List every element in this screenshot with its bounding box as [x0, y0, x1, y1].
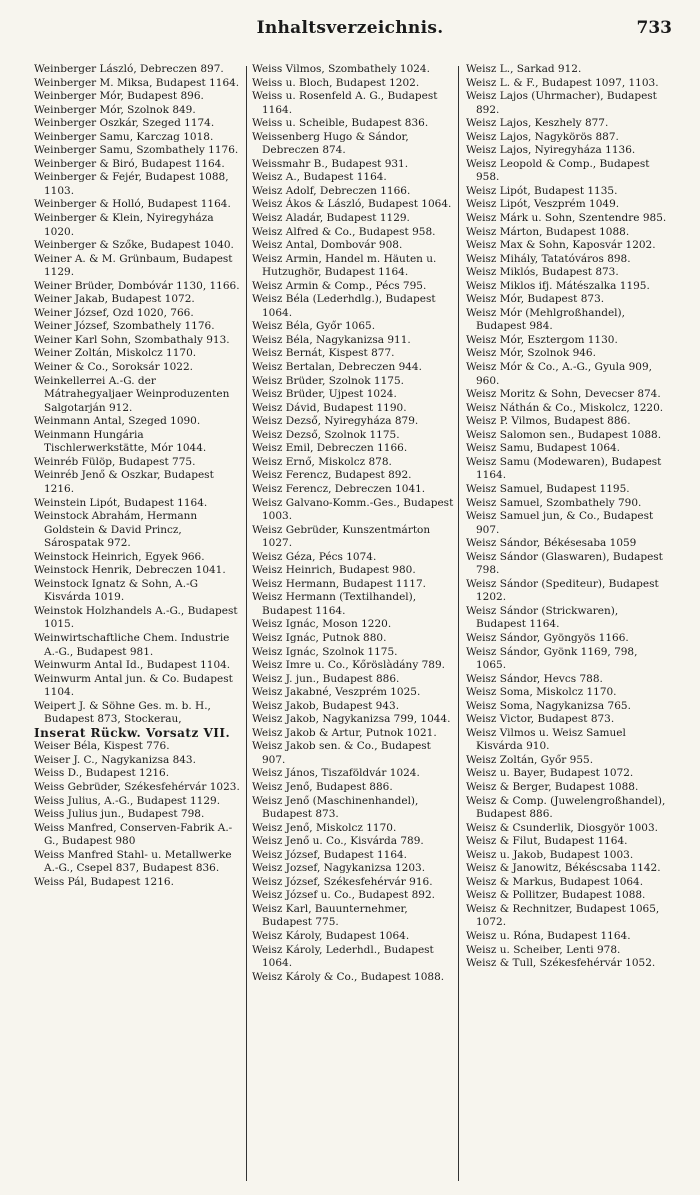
- index-entry: Weisz u. Bayer, Budapest 1072.: [466, 767, 634, 780]
- index-column-2: [252, 63, 454, 984]
- index-entry: Weiss Gebrüder, Székesfehérvár 1023.: [34, 780, 240, 793]
- index-entry: Weisz Armin, Handel m. Häuten u. Hutzughör, Budapest 1164.: [252, 252, 437, 279]
- index-entry: Weisz Károly & Co., Budapest 1088.: [252, 970, 445, 983]
- index-entry: Weinberger Samu, Szombathely 1176.: [34, 144, 239, 157]
- index-entry: Weisz Ignác, Putnok 880.: [252, 631, 387, 644]
- index-entry: Weisz Imre u. Co., Kőröslàdány 789.: [252, 659, 445, 672]
- index-entry: Weisz Lajos (Uhrmacher), Budapest 892.: [466, 90, 657, 116]
- index-entry: Weisz József, Székesfehérvár 916.: [252, 875, 433, 888]
- index-entry: Weinstock Ignatz & Sohn, A.-G Kisvárda 1019.: [34, 577, 199, 604]
- index-entry: Weiss Manfred, Conserven-Fabrik A.-G., Budapest 980: [34, 821, 233, 848]
- index-columns: [0, 63, 700, 1191]
- page-header: [0, 10, 700, 50]
- index-entry: Weisz Ignác, Moson 1220.: [252, 618, 392, 631]
- index-entry: Weisz Miklos ifj. Mátészalka 1195.: [466, 279, 650, 292]
- index-entry: Weisz Béla, Nagykanizsa 911.: [252, 333, 411, 346]
- index-entry: Weisz & Janowitz, Békéscsaba 1142.: [466, 862, 661, 875]
- index-entry: Weiner József, Ozd 1020, 766.: [34, 306, 194, 319]
- index-entry: Weisz Sándor (Spediteur), Budapest 1202.: [466, 577, 659, 604]
- page-number: 733: [636, 18, 672, 38]
- index-entry: Weisz Sándor (Glaswaren), Budapest 798.: [466, 550, 663, 577]
- index-entry: Weiss Pál, Budapest 1216.: [34, 875, 174, 888]
- index-entry: Weisz Moritz & Sohn, Devecser 874.: [466, 388, 661, 401]
- index-entry: Weissenberg Hugo & Sándor, Debreczen 874.: [252, 130, 409, 157]
- index-entry: Weiner A. & M. Grünbaum, Budapest 1129.: [34, 252, 233, 279]
- index-entry: Weisz & Csunderlik, Diosgyör 1003.: [466, 821, 658, 834]
- index-entry: Weisz Sándor, Gyöngyös 1166.: [466, 631, 629, 644]
- index-entry: Weisz Sándor, Gyönk 1169, 798, 1065.: [466, 645, 638, 672]
- index-entry: Weisz Emil, Debreczen 1166.: [252, 442, 408, 455]
- index-entry: Weisz Ignác, Szolnok 1175.: [252, 645, 398, 658]
- index-entry: Weinstock Henrik, Debreczen 1041.: [34, 564, 226, 577]
- index-entry: Weinberger M. Miksa, Budapest 1164.: [34, 76, 240, 89]
- index-entry: Weisz Miklós, Budapest 873.: [466, 266, 619, 279]
- index-entry: Weiner & Co., Soroksár 1022.: [34, 361, 193, 374]
- index-entry: Weisz Brüder, Szolnok 1175.: [252, 374, 404, 387]
- index-entry: Weisz Gebrüder, Kunszentmárton 1027.: [252, 523, 431, 550]
- index-entry: Weisz Márk u. Sohn, Szentendre 985.: [466, 212, 667, 225]
- index-entry: Weinstein Lipót, Budapest 1164.: [34, 496, 208, 509]
- index-entry: Weiss Julius jun., Budapest 798.: [34, 808, 205, 821]
- page-title: Inhaltsverzeichnis.: [256, 18, 444, 38]
- index-entry: Weisz Károly, Budapest 1064.: [252, 930, 410, 942]
- index-entry: Weisz Márton, Budapest 1088.: [466, 225, 630, 238]
- index-entry: Weisz Lajos, Keszhely 877.: [466, 117, 609, 130]
- index-entry: Weisz Jakob & Artur, Putnok 1021.: [252, 726, 437, 739]
- index-entry: Weisz Dezső, Nyiregyháza 879.: [252, 415, 419, 428]
- index-entry: Weinberger & Fejér, Budapest 1088, 1103.: [34, 171, 229, 197]
- index-entry: Weisz L. & F., Budapest 1097, 1103.: [466, 76, 659, 89]
- index-entry: Weisz Antal, Dombovár 908.: [252, 239, 403, 252]
- index-entry: Weiser Béla, Kispest 776.: [34, 740, 170, 753]
- index-entry: Weisz Béla, Győr 1065.: [252, 320, 376, 333]
- index-entry: Weisz Salomon sen., Budapest 1088.: [466, 428, 662, 441]
- index-entry: Weinberger Oszkár, Szeged 1174.: [34, 117, 215, 130]
- index-entry: Weisz Soma, Miskolcz 1170.: [466, 686, 617, 699]
- index-entry: Weisz Lipót, Budapest 1135.: [466, 184, 618, 197]
- index-entry: Weisz Lajos, Nyiregyháza 1136.: [466, 144, 636, 157]
- index-entry: Weisz Jakob, Nagykanizsa 799, 1044.: [252, 713, 451, 726]
- index-entry: Weisz Jenő, Budapest 886.: [252, 780, 393, 793]
- index-entry: Weiner József, Szombathely 1176.: [34, 320, 215, 333]
- index-entry: Weinmann Hungária Tischlerwerkstätte, Mór 1044.: [34, 428, 207, 455]
- index-entry: Weiner Zoltán, Miskolcz 1170.: [34, 347, 197, 360]
- index-entry: Weinréb Jenő & Oszkar, Budapest 1216.: [34, 469, 214, 495]
- index-entry: Weipert J. & Söhne Ges. m. b. H., Budapest 873, Stockerau,: [34, 699, 211, 726]
- index-column-1: [34, 63, 242, 889]
- index-entry: Weisz & Tull, Székesfehérvár 1052.: [466, 957, 656, 970]
- index-entry: Weisz Samuel, Szombathely 790.: [466, 496, 642, 509]
- index-entry: Weisz Victor, Budapest 873.: [466, 713, 615, 726]
- index-entry: Weisz Zoltán, Győr 955.: [466, 753, 594, 766]
- index-column-3: [466, 63, 670, 971]
- index-entry: Weisz Samuel, Budapest 1195.: [466, 482, 630, 495]
- index-entry: Weisz Náthán & Co., Miskolcz, 1220.: [466, 401, 664, 414]
- index-entry: Weisz Hermann, Budapest 1117.: [252, 577, 426, 590]
- index-entry: Weisz L., Sarkad 912.: [466, 63, 582, 75]
- index-entry: Weisz Brüder, Ujpest 1024.: [252, 388, 397, 401]
- index-entry: Weisz Jakob sen. & Co., Budapest 907.: [252, 740, 431, 766]
- index-entry: Weisz & Comp. (Juwelengroßhandel), Budapest 886.: [466, 794, 666, 821]
- index-entry: Weinberger Samu, Karczag 1018.: [34, 130, 214, 143]
- index-entry: Weisz u. Jakob, Budapest 1003.: [466, 848, 634, 861]
- index-entry: Weisz Ferencz, Budapest 892.: [252, 469, 412, 482]
- index-entry: Weinwirtschaftliche Chem. Industrie A.-G., Budapest 981.: [34, 631, 230, 658]
- index-entry: Weisz Samu, Budapest 1064.: [466, 442, 621, 455]
- index-entry: Weisz János, Tiszaföldvár 1024.: [252, 767, 420, 780]
- index-entry: Weisz József u. Co., Budapest 892.: [252, 889, 435, 902]
- index-entry: Weisz Bernát, Kispest 877.: [252, 347, 395, 360]
- index-entry: Weisz Károly, Lederhdl., Budapest 1064.: [252, 943, 434, 970]
- index-entry: Weisz Dávid, Budapest 1190.: [252, 401, 407, 414]
- index-entry: Weisz Sándor (Strickwaren), Budapest 1164.: [466, 604, 619, 631]
- index-entry: Weisz Mór & Co., A.-G., Gyula 909, 960.: [466, 361, 652, 387]
- index-entry: Weisz József, Budapest 1164.: [252, 848, 408, 861]
- index-entry: Weinmann Antal, Szeged 1090.: [34, 415, 201, 428]
- index-entry: Weisz Béla (Lederhdlg.), Budapest 1064.: [252, 293, 436, 319]
- index-entry: Inserat Rückw. Vorsatz VII.: [34, 725, 231, 740]
- index-entry: Weinberger & Klein, Nyiregyháza 1020.: [34, 212, 214, 238]
- index-entry: Weisz Jenő u. Co., Kisvárda 789.: [252, 835, 424, 848]
- index-entry: Weisz & Markus, Budapest 1064.: [466, 875, 644, 888]
- index-entry: Weinréb Fülöp, Budapest 775.: [34, 455, 196, 468]
- index-entry: Weisz Galvano-Komm.-Ges., Budapest 1003.: [252, 496, 454, 523]
- index-entry: Weiss u. Scheible, Budapest 836.: [252, 117, 429, 130]
- index-entry: Weisz Jakabné, Veszprém 1025.: [252, 686, 421, 699]
- index-entry: Weisz u. Scheiber, Lenti 978.: [466, 943, 621, 956]
- index-entry: Weinstock Heinrich, Egyek 966.: [34, 550, 205, 563]
- index-entry: Weisz & Rechnitzer, Budapest 1065, 1072.: [466, 902, 660, 929]
- index-entry: Weisz Ernő, Miskolcz 878.: [252, 455, 392, 468]
- index-entry: Weinkellerrei A.-G. der Mátrahegyaljaer Weinproduzenten Salgotarján 912.: [34, 374, 230, 414]
- index-entry: Weinberger Mór, Szolnok 849.: [34, 103, 196, 116]
- index-entry: Weiss Manfred Stahl- u. Metallwerke A.-G., Csepel 837, Budapest 836.: [34, 848, 232, 875]
- index-entry: Weisz Ákos & László, Budapest 1064.: [252, 198, 452, 211]
- index-entry: Weisz Alfred & Co., Budapest 958.: [252, 225, 436, 238]
- index-entry: Weiss D., Budapest 1216.: [34, 767, 170, 780]
- index-entry: Weiss Julius, A.-G., Budapest 1129.: [34, 794, 221, 807]
- index-entry: Weisz & Pollitzer, Budapest 1088.: [466, 889, 646, 902]
- index-entry: Weisz A., Budapest 1164.: [252, 171, 387, 184]
- index-entry: Weisz Karl, Bauunternehmer, Budapest 775.: [252, 902, 408, 929]
- index-entry: Weiner Karl Sohn, Szombathaly 913.: [34, 333, 230, 346]
- index-entry: Weisz Adolf, Debreczen 1166.: [252, 184, 411, 197]
- index-entry: Weinberger Mór, Budapest 896.: [34, 90, 204, 103]
- index-entry: Weisz Hermann (Textilhandel), Budapest 1164.: [252, 591, 417, 617]
- index-entry: Weisz Samu (Modewaren), Budapest 1164.: [466, 455, 662, 482]
- index-entry: Weisz Mór (Mehlgroßhandel), Budapest 984.: [466, 306, 625, 333]
- index-entry: Weissmahr B., Budapest 931.: [252, 157, 409, 170]
- index-entry: Weisz J. jun., Budapest 886.: [252, 672, 400, 685]
- index-entry: Weisz Mihály, Tatatóváros 898.: [466, 252, 631, 265]
- index-entry: Weisz Jakob, Budapest 943.: [252, 699, 400, 712]
- index-entry: Weinberger & Holló, Budapest 1164.: [34, 198, 231, 211]
- index-entry: Weiss Vilmos, Szombathely 1024.: [252, 63, 430, 75]
- index-entry: Weisz Bertalan, Debreczen 944.: [252, 361, 422, 374]
- index-entry: Weinwurm Antal jun. & Co. Budapest 1104.: [34, 672, 233, 699]
- index-entry: Weisz u. Róna, Budapest 1164.: [466, 930, 631, 942]
- index-entry: Weiss u. Bloch, Budapest 1202.: [252, 76, 420, 89]
- index-entry: Weisz Dezső, Szolnok 1175.: [252, 428, 400, 441]
- index-entry: Weisz & Filut, Budapest 1164.: [466, 835, 628, 848]
- index-entry: Weiner Brüder, Dombóvár 1130, 1166.: [34, 279, 240, 292]
- index-entry: Weiss u. Rosenfeld A. G., Budapest 1164.: [252, 90, 438, 116]
- index-entry: Weisz & Berger, Budapest 1088.: [466, 780, 639, 793]
- index-entry: Weisz Lajos, Nagykörös 887.: [466, 130, 619, 143]
- index-entry: Weisz Leopold & Comp., Budapest 958.: [466, 157, 650, 184]
- index-entry: Weiser J. C., Nagykanizsa 843.: [34, 753, 196, 766]
- index-entry: Weisz Mór, Budapest 873.: [466, 293, 605, 306]
- index-entry: Weisz Mór, Szolnok 946.: [466, 347, 596, 360]
- index-entry: Weiner Jakab, Budapest 1072.: [34, 293, 195, 306]
- index-entry: Weinberger & Szőke, Budapest 1040.: [34, 239, 234, 252]
- index-entry: Weisz Géza, Pécs 1074.: [252, 550, 377, 563]
- index-entry: Weisz Soma, Nagykanizsa 765.: [466, 699, 631, 712]
- index-entry: Weinstock Abrahám, Hermann Goldstein & David Princz, Sárospatak 972.: [34, 510, 198, 550]
- index-entry: Weisz Armin & Comp., Pécs 795.: [252, 279, 427, 292]
- index-entry: Weisz Jenő, Miskolcz 1170.: [252, 821, 397, 834]
- index-entry: Weisz Lipót, Veszprém 1049.: [466, 198, 620, 211]
- index-entry: Weisz Vilmos u. Weisz Samuel Kisvárda 910.: [466, 726, 626, 753]
- index-entry: Weisz Ferencz, Debreczen 1041.: [252, 482, 426, 495]
- index-entry: Weisz Max & Sohn, Kaposvár 1202.: [466, 239, 656, 252]
- index-entry: Weisz Sándor, Békésesaba 1059: [466, 537, 637, 550]
- index-entry: Weisz Jenő (Maschinenhandel), Budapest 873.: [252, 794, 419, 821]
- index-entry: Weisz Aladár, Budapest 1129.: [252, 212, 410, 225]
- index-entry: Weisz P. Vilmos, Budapest 886.: [466, 415, 631, 428]
- index-entry: Weisz Samuel jun, & Co., Budapest 907.: [466, 510, 654, 536]
- index-entry: Weisz Jozsef, Nagykanizsa 1203.: [252, 862, 426, 875]
- index-entry: Weisz Mór, Esztergom 1130.: [466, 333, 618, 346]
- index-entry: Weisz Heinrich, Budapest 980.: [252, 564, 416, 577]
- index-entry: Weinstok Holzhandels A.-G., Budapest 1015.: [34, 604, 238, 631]
- index-entry: Weinberger László, Debreczen 897.: [34, 63, 224, 75]
- index-entry: Weinberger & Biró, Budapest 1164.: [34, 157, 225, 170]
- index-entry: Weinwurm Antal Id., Budapest 1104.: [34, 659, 231, 672]
- index-entry: Weisz Sándor, Hevcs 788.: [466, 672, 603, 685]
